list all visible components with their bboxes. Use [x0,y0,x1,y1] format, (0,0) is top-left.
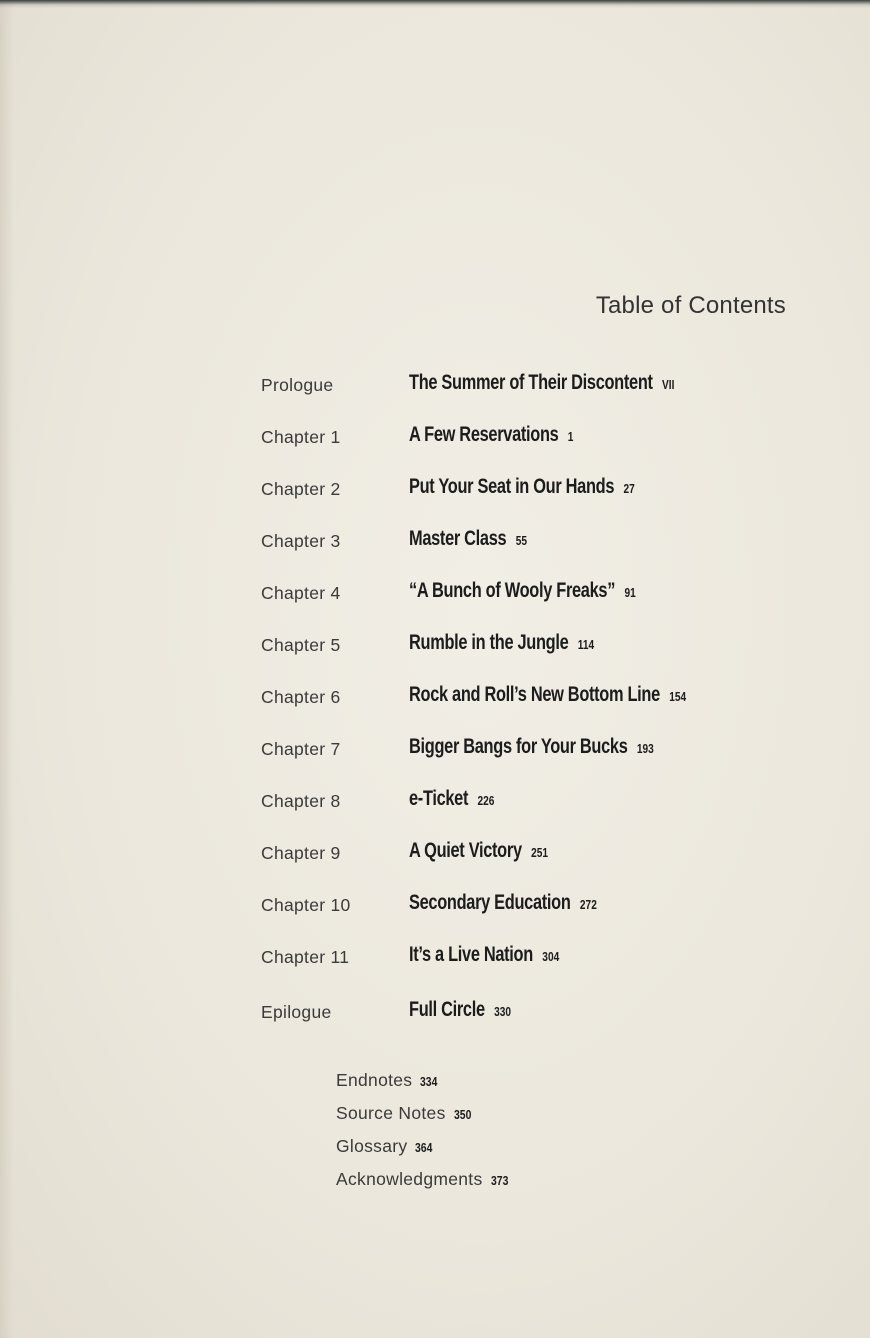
entry-title: e-Ticket 226 [409,787,495,810]
entry-page: 330 [494,1004,512,1019]
toc-entry-prologue [0,371,870,415]
entry-label: Chapter 5 [261,635,341,655]
entry-title: A Few Reservations 1 [409,423,574,446]
entry-title: Full Circle 330 [409,998,512,1021]
entry-page: 154 [669,689,687,704]
entry-title: “A Bunch of Wooly Freaks” 91 [409,579,636,602]
entry-title: Rumble in the Jungle 114 [409,631,595,654]
entry-label: Epilogue [261,1002,332,1022]
entry-page: 226 [477,793,495,808]
back-matter-acknowledgments [336,1169,736,1199]
entry-page: VII [662,377,675,392]
toc-entry-chapter-1 [0,423,870,467]
back-matter-page: 334 [420,1074,438,1089]
toc-entry-chapter-11 [0,943,870,987]
entry-title: Master Class 55 [409,527,527,550]
entry-title: Put Your Seat in Our Hands 27 [409,475,635,498]
entry-label: Chapter 10 [261,895,351,915]
toc-entry-chapter-3 [0,527,870,571]
entry-page: 251 [531,845,549,860]
back-matter-page: 350 [453,1107,472,1122]
entry-page: 1 [567,429,574,444]
toc-entry-chapter-2 [0,475,870,519]
back-matter-label: Endnotes [336,1070,413,1090]
back-matter-label: Source Notes [336,1103,446,1123]
entry-page: 193 [636,741,654,756]
entry-title: Bigger Bangs for Your Bucks 193 [409,735,654,758]
entry-label: Chapter 2 [261,479,341,499]
back-matter-page: 364 [415,1140,433,1155]
back-matter-endnotes [336,1070,736,1100]
entry-page: 27 [623,481,635,496]
entry-label: Chapter 4 [261,583,341,603]
toc-entry-chapter-9 [0,839,870,883]
page-top-edge [0,0,870,8]
back-matter-glossary [336,1136,736,1166]
toc-entry-chapter-6 [0,683,870,727]
entry-label: Prologue [261,375,334,395]
entry-title: Rock and Roll’s New Bottom Line 154 [409,683,687,706]
back-matter-page: 373 [490,1173,508,1188]
toc-entry-epilogue [0,998,870,1042]
entry-title: A Quiet Victory 251 [409,839,549,862]
entry-page: 55 [515,533,527,548]
toc-entry-chapter-7 [0,735,870,779]
entry-label: Chapter 11 [261,947,350,967]
back-matter-label: Acknowledgments [336,1169,483,1189]
entry-label: Chapter 9 [261,843,341,863]
entry-label: Chapter 3 [261,531,341,551]
toc-entry-chapter-8 [0,787,870,831]
back-matter-label: Glossary [336,1136,408,1156]
entry-label: Chapter 8 [261,791,341,811]
toc-entry-chapter-10 [0,891,870,935]
toc-entry-chapter-5 [0,631,870,675]
entry-title: Secondary Education 272 [409,891,597,914]
entry-title: The Summer of Their Discontent VII [409,371,675,394]
page-title: Table of Contents [595,292,786,319]
entry-label: Chapter 1 [261,427,341,447]
entry-label: Chapter 7 [261,739,341,759]
entry-label: Chapter 6 [261,687,341,707]
entry-page: 114 [577,637,595,652]
entry-page: 304 [542,949,560,964]
toc-entry-chapter-4 [0,579,870,623]
entry-title: It’s a Live Nation 304 [409,943,560,966]
back-matter-source-notes [336,1103,736,1133]
entry-page: 272 [579,897,597,912]
entry-page: 91 [624,585,636,600]
